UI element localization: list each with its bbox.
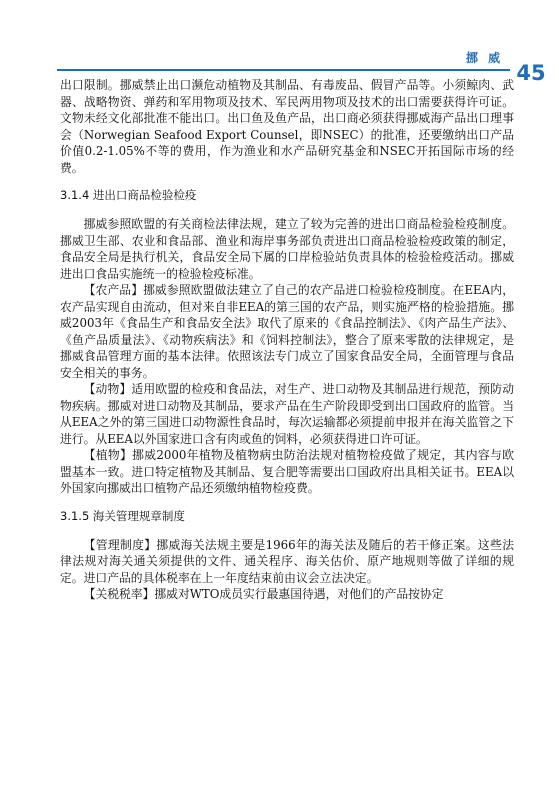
paragraph-inspection-overview: 挪威参照欧盟的有关商检法律法规，建立了较为完善的进出口商品检验检疫制度。挪威卫生部、农业和食品部、渔业和海岸事务部负责进出口商品检验检疫政策的制定，食品安全局是执行机关，食品安全局下属的口岸检验站负责具体的检验检疫活动。挪威进出口食品实施统一的检验检疫标准。 [60, 217, 514, 281]
paragraph-plants: 【植物】挪威2000年植物及植物病虫防治法规对植物检疫做了规定，其内容与欧盟基本一致。进口特定植物及其制品、复合肥等需要出口国政府出具相关证书。EEA以外国家向挪威出口植物产品还须缴纳植物检疫费。 [60, 448, 514, 495]
paragraph-tariff-rates: 【关税税率】挪威对WTO成员实行最惠国待遇，对他们的产品按协定 [83, 587, 444, 601]
page-number: 45 [510, 60, 552, 86]
paragraph-agricultural-products: 【农产品】挪威参照欧盟做法建立了自己的农产品进口检验检疫制度。在EEA内，农产品实现自由流动，但对来自非EEA的第三国的农产品，则实施严格的检验措施。挪威2003年《食品生产和食品安全法》取代了原来的《食品控制法》、《肉产品生产法》、《鱼产品质量法》、《动物疾病法》和《饲料控制法》，整合了原来零散的法律规定，是挪威食品管理方面的基本法律。依照该法专门成立了国家食品安全局，全面管理与食品安全相关的事务。 [60, 283, 514, 380]
paragraph-animals: 【动物】适用欧盟的检疫和食品法，对生产、进口动物及其制品进行规范，预防动物疾病。挪威对进口动物及其制品，要求产品在生产阶段即受到出口国政府的监管。当从EEA之外的第三国进口动物源性食品时，每次运输都必须提前申报并在海关监管之下进行。从EEA以外国家进口含有肉或鱼的饲料，必须获得进口许可证。 [60, 382, 514, 446]
paragraph-export-restrictions: 出口限制。挪威禁止出口濒危动植物及其制品、有毒废品、假冒产品等。小须鲸肉、武器、战略物资、弹药和军用物项及技术、军民两用物项及技术的出口需要获得许可证。文物未经文化部批准不能出口。出口鱼及鱼产品，出口商必须获得挪威海产品出口理事会（Norwegian Seafood Export Counsel，即NSEC）的批准，还要缴纳出口产品价值0.2-1.05%不等的费用，作为渔业和水产品研究基金和NSEC开拓国际市场的经费。 [60, 78, 514, 175]
page-body [60, 77, 514, 603]
running-header-title: 挪 威 [466, 51, 504, 65]
paragraph-management-system: 【管理制度】挪威海关法规主要是1966年的海关法及随后的若干修正案。这些法律法规对海关通关须提供的文件、通关程序、海关估价、原产地规则等做了详细的规定。进口产品的具体税率在上一年度结束前由议会立法决定。 [60, 537, 514, 585]
section-heading-inspection: 3.1.4 进出口商品检验检疫 [60, 188, 197, 202]
section-heading-customs: 3.1.5 海关管理规章制度 [60, 508, 185, 523]
header-rule [57, 69, 514, 71]
